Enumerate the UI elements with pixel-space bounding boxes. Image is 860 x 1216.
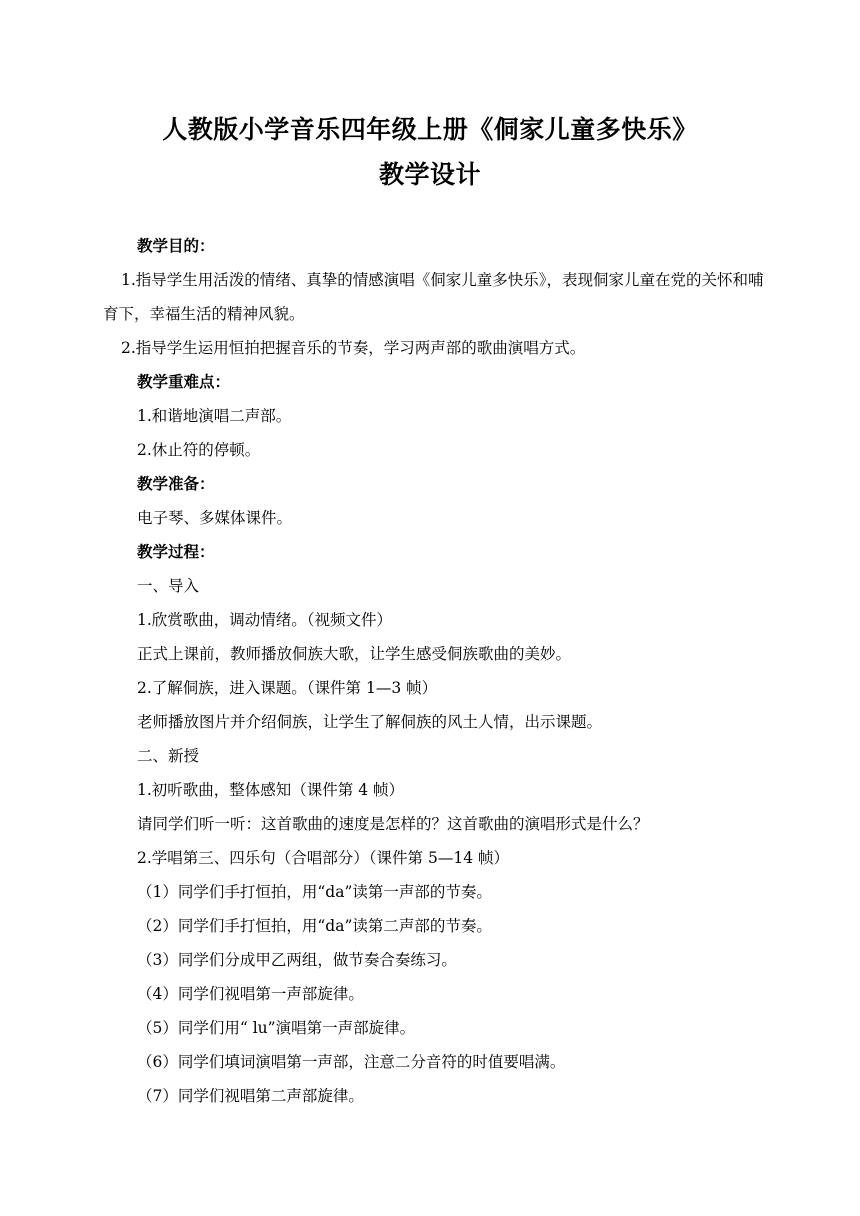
preparation-heading: 教学准备：	[137, 474, 215, 493]
document-body	[103, 229, 775, 1113]
step-item: （3）同学们分成甲乙两组，做节奏合奏练习。	[137, 951, 457, 969]
section-line: 2.了解侗族，进入课题。（课件第 1—3 帧）	[137, 679, 438, 697]
process-heading: 教学过程：	[137, 542, 215, 561]
key-point-item: 1.和谐地演唱二声部。	[137, 407, 292, 425]
section-line: 请同学们听一听：这首歌曲的速度是怎样的？这首歌曲的演唱形式是什么？	[137, 815, 649, 833]
section-line: 1.欣赏歌曲，调动情绪。（视频文件）	[137, 611, 393, 629]
key-point-item: 2.休止符的停顿。	[137, 441, 261, 459]
document-subtitle: 教学设计	[378, 160, 481, 189]
key-points-heading: 教学重难点：	[137, 372, 231, 391]
section-title: 一、导入	[137, 577, 200, 595]
step-item: （6）同学们填词演唱第一声部，注意二分音符的时值要唱满。	[137, 1053, 566, 1071]
step-item: （4）同学们视唱第一声部旋律。	[137, 985, 364, 1003]
step-item: （1）同学们手打恒拍，用“da”读第一声部的节奏。	[137, 883, 492, 901]
step-item: （2）同学们手打恒拍，用“da”读第二声部的节奏。	[137, 917, 492, 935]
document-title: 人教版小学音乐四年级上册《侗家儿童多快乐》	[162, 115, 698, 144]
step-item: （7）同学们视唱第二声部旋律。	[137, 1087, 364, 1105]
objectives-heading: 教学目的：	[137, 236, 215, 255]
section-line: 老师播放图片并介绍侗族，让学生了解侗族的风土人情，出示课题。	[137, 713, 603, 731]
preparation-text: 电子琴、多媒体课件。	[137, 509, 293, 527]
section-line: 2.学唱第三、四乐句（合唱部分）（课件第 5—14 帧）	[137, 849, 509, 867]
section-line: 正式上课前，教师播放侗族大歌，让学生感受侗族歌曲的美妙。	[137, 645, 572, 663]
objective-item: 1.指导学生用活泼的情绪、真挚的情感演唱《侗家儿童多快乐》，表现侗家儿童在党的关怀和哺育下，幸福生活的精神风貌。	[103, 271, 764, 323]
section-title: 二、新授	[137, 747, 200, 765]
section-line: 1.初听歌曲，整体感知（课件第 4 帧）	[137, 781, 405, 799]
objective-item: 2.指导学生运用恒拍把握音乐的节奏，学习两声部的歌曲演唱方式。	[121, 339, 586, 357]
step-item: （5）同学们用“ lu”演唱第一声部旋律。	[137, 1019, 416, 1037]
